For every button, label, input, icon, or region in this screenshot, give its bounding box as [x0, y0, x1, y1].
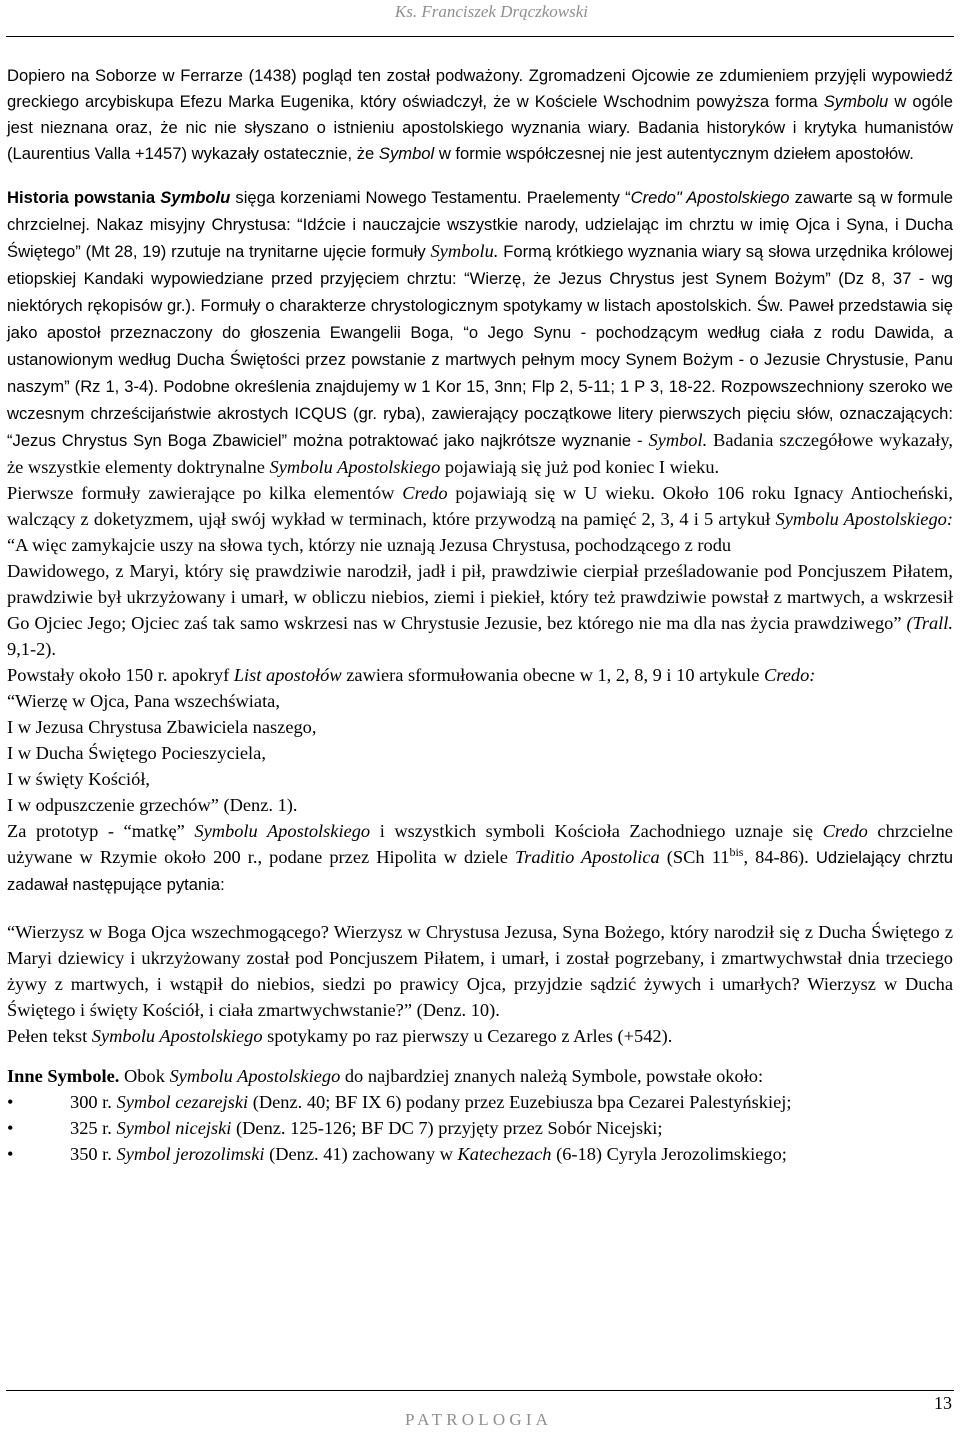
- text-run: Formą krótkiego wyznania wiary są słowa urzędnika królowej etiopskiej Kandaki wypowiedziane przed przyjęciem chrztu: “Wierzę, że Jezus Chrystus jest Synem Bożym” (Dz 8, 37 - wg niektórych rękopisów gr.). Formuły o charakterze chrystologicznym spotykamy w listach apostolskich. Św. Paweł przedstawia się jako apostoł przeznaczony do głoszenia Ewangelii Boga, “o Jego Synu - pochodzącym według ciała z rodu Dawida, a ustanowionym według Ducha Świętości przez powstanie z martwych pełnym mocy Synem Bożym - o Jezusie Chrystusie, Panu naszym” (Rz 1, 3-4). Podobne określenia znajdujemy w 1 Kor 15, 3nn; Flp 2, 5-11; 1 P 3, 18-22. Rozpowszechniony szeroko we wczesnym chrześcijaństwie akrostych ICQUS (gr. ryba), zawierający początkowe litery pierwszych pięciu słów, oznaczających: “Jezus Chrystus Syn Boga Zbawiciel” można potraktować jako najkrótsze wyznanie -: [7, 242, 953, 450]
- paragraph-first-formulas: [7, 480, 953, 558]
- italic-run: Symbolu.: [430, 241, 499, 261]
- italic-run: Symbolu Apostolskiego: [194, 821, 371, 841]
- paragraph-other-symbols: [7, 1063, 953, 1089]
- italic-run: Credo:: [763, 665, 816, 685]
- text-run: i wszystkich symboli Kościoła Zachodniego uznaje się: [370, 821, 823, 841]
- text-run: zawarte są w formule chrzcielnej.: [7, 188, 954, 234]
- text-run: w ogóle jest nieznana oraz, że nic nie słyszano o istnieniu apostolskiego wyznania wiary. Badania historyków i krytyka humanistów (Laurentius Valla +1457) wykazały ostatecznie, że: [7, 92, 954, 163]
- text-run: pojawiają się już pod koniec I wieku.: [440, 457, 720, 477]
- italic-run: (Trall.: [906, 613, 953, 633]
- italic-run: Traditio Apostolica: [515, 847, 660, 867]
- italic-run: Credo: [402, 483, 448, 503]
- text-run: Historia powstania: [7, 188, 161, 207]
- text-run: w formie współczesnej nie jest autentycznym dziełem apostołów.: [434, 144, 914, 163]
- paragraph-history: [7, 184, 953, 480]
- text-run: Powstały około 150 r. apokryf: [7, 665, 234, 685]
- italic-run: Katechezach: [457, 1144, 552, 1164]
- paragraph-apocrypha: [7, 662, 953, 688]
- list-item: [7, 1115, 953, 1141]
- creed-line: “Wierzę w Ojca, Pana wszechświata,: [7, 691, 280, 711]
- paragraph-full-text: [7, 1023, 953, 1049]
- text-run: do najbardziej znanych należą Symbole, powstałe około:: [340, 1066, 764, 1086]
- italic-run: Symbolu: [823, 92, 889, 111]
- page-header: [0, 0, 960, 38]
- text-run: Praelementy “: [521, 188, 631, 207]
- italic-run: Symbolu Apostolskiego: [169, 1066, 341, 1086]
- text-run: Dawidowego, z Maryi, który się prawdziwie narodził, jadł i pił, prawdziwie cierpiał prześladowanie pod Poncjuszem Piłatem, prawdziwie był ukrzyżowany i umarł, w obliczu niebios, ziemi i piekieł, który też prawdziwie powstał z martwych, a wskrzesił Go Ojciec Jego; Ojciec zaś tak samo wskrzesi nas w Chrystusie Jezusie, bez którego nie ma dla nas życia prawdziwego”: [7, 561, 953, 633]
- paragraph-baptism-questions: “Wierzysz w Boga Ojca wszechmogącego? Wierzysz w Chrystusa Jezusa, Syna Bożego, który narodził się z Ducha Świętego z Maryi dziewicy i ukrzyżowany został pod Poncjuszem Piłatem, i umarł, i został pogrzebany, i zmartwychwstał dnia trzeciego żywy z martwych, i wstąpił do niebios, siedzi po prawicy Ojca, przyjdzie sądzić żywych i umarłych? Wierzysz w Ducha Świętego i święty Kościół, i ciała zmartwychwstanie?” (Denz. 10).: [7, 922, 953, 1020]
- text-run: 350 r.: [70, 1144, 117, 1164]
- bullet-icon: •: [7, 1092, 14, 1112]
- text-run: 325 r.: [70, 1118, 117, 1138]
- text-run: Udzielający chrztu zadawał następujące pytania:: [7, 848, 954, 894]
- text-run: 300 r.: [70, 1092, 117, 1112]
- creed-line: I w Ducha Świętego Pocieszyciela,: [7, 743, 266, 763]
- spacer: [7, 167, 953, 184]
- italic-run: List apostołów: [233, 665, 342, 685]
- text-run: chrzcielne używane w Rzymie około 200 r., podane przez Hipolita w dziele: [7, 821, 953, 867]
- bullet-icon: •: [7, 1118, 14, 1138]
- bullet-icon: •: [7, 1144, 14, 1164]
- creed-line: I w odpuszczenie grzechów” (Denz. 1).: [7, 795, 298, 815]
- text-run: zawiera sformułowania obecne w 1, 2, 8, 9 i 10 artykule: [341, 665, 764, 685]
- italic-run: Symbol: [378, 144, 435, 163]
- document-body: [7, 63, 953, 1167]
- text-run: (Denz. 125-126; BF DC 7) przyjęty przez Sobór Nicejski;: [231, 1118, 663, 1138]
- creed-line: I w Jezusa Chrystusa Zbawiciela naszego,: [7, 717, 317, 737]
- header-author: Ks. Franciszek Drączkowski: [394, 2, 588, 21]
- page-number: 13: [934, 1393, 952, 1413]
- italic-run: Symbol cezarejski: [116, 1092, 249, 1112]
- text-run: Badania szczegółowe wykazały, że wszystkie elementy doktrynalne: [7, 430, 953, 477]
- spacer: [7, 898, 953, 919]
- text-run: , 84-86).: [743, 847, 816, 867]
- list-item: [7, 1089, 953, 1115]
- footer-rule: [6, 1390, 954, 1391]
- paragraph-prototype: [7, 818, 953, 898]
- paragraph-council-ferrara: [7, 63, 953, 167]
- superscript: bis: [729, 845, 744, 859]
- text-run: pojawiają się w U wieku. Około 106 roku Ignacy Antiocheński, walczący z doketyzmem, ujął swój wykład w terminach, które przywodzą na pamięć 2, 3, 4 i 5 artykuł: [7, 483, 953, 529]
- text-run: “A więc zamykajcie uszy na słowa tych, którzy nie uznają Jezusa Chrystusa, pochodzącego z rodu: [7, 535, 732, 555]
- text-run: Pierwsze formuły zawierające po kilka elementów: [7, 483, 403, 503]
- italic-run: Symbol jerozolimski: [116, 1144, 265, 1164]
- bold-heading-run: Inne Symbole.: [7, 1066, 120, 1086]
- text-run: sięga korzeniami Nowego Testamentu.: [230, 188, 522, 207]
- creed-line: I w święty Kościół,: [7, 769, 151, 789]
- text-run: spotykamy po raz pierwszy u Cezarego z Arles (+542).: [262, 1026, 673, 1046]
- italic-run: Symbolu Apostolskiego: [269, 457, 441, 477]
- paragraph-ignatius-quote: [7, 558, 953, 662]
- italic-run: Symbolu Apostolskiego: [91, 1026, 263, 1046]
- list-item: [7, 1141, 953, 1167]
- text-run: Za prototyp - “matkę”: [7, 821, 195, 841]
- text-run: Obok: [119, 1066, 170, 1086]
- italic-run: Credo: [822, 821, 868, 841]
- italic-run: Credo" Apostolskiego: [630, 188, 790, 207]
- text-run: (Denz. 40; BF IX 6) podany przez Euzebiusza bpa Cezarei Palestyńskiej;: [248, 1092, 792, 1112]
- italic-run: Symbolu: [160, 188, 231, 207]
- italic-run: Symbolu Apostolskiego:: [775, 509, 953, 529]
- text-run: Dopiero na Soborze w Ferrarze (1438) pogląd ten został podważony. Zgromadzeni Ojcowie ze zdumieniem przyjęli wypowiedź greckiego arcybiskupa Efezu Marka Eugenika, który oświadczył, że w Kościele Wschodnim powyższa forma: [7, 66, 953, 111]
- italic-run: Symbol nicejski: [116, 1118, 232, 1138]
- bold-heading-run: [7, 188, 230, 207]
- text-run: (SCh 11: [659, 847, 730, 867]
- text-run: 9,1-2).: [7, 639, 57, 659]
- text-run: Nakaz misyjny Chrystusa: “Idźcie i nauczajcie wszystkie narody, udzielając im chrztu w imię Ojca i Syna, i Ducha Świętego” (Mt 28, 19) rzutuje na trynitarne ujęcie formuły: [7, 215, 953, 261]
- text-run: (Denz. 41) zachowany w: [264, 1144, 458, 1164]
- header-rule: [6, 36, 954, 37]
- text-run: Pełen tekst: [7, 1026, 92, 1046]
- italic-run: Symbol.: [648, 430, 708, 450]
- symbols-list: [7, 1089, 953, 1167]
- footer-title: PATROLOGIA: [405, 1410, 553, 1429]
- text-run: (6-18) Cyryla Jerozolimskiego;: [551, 1144, 787, 1164]
- spacer: [7, 1049, 953, 1063]
